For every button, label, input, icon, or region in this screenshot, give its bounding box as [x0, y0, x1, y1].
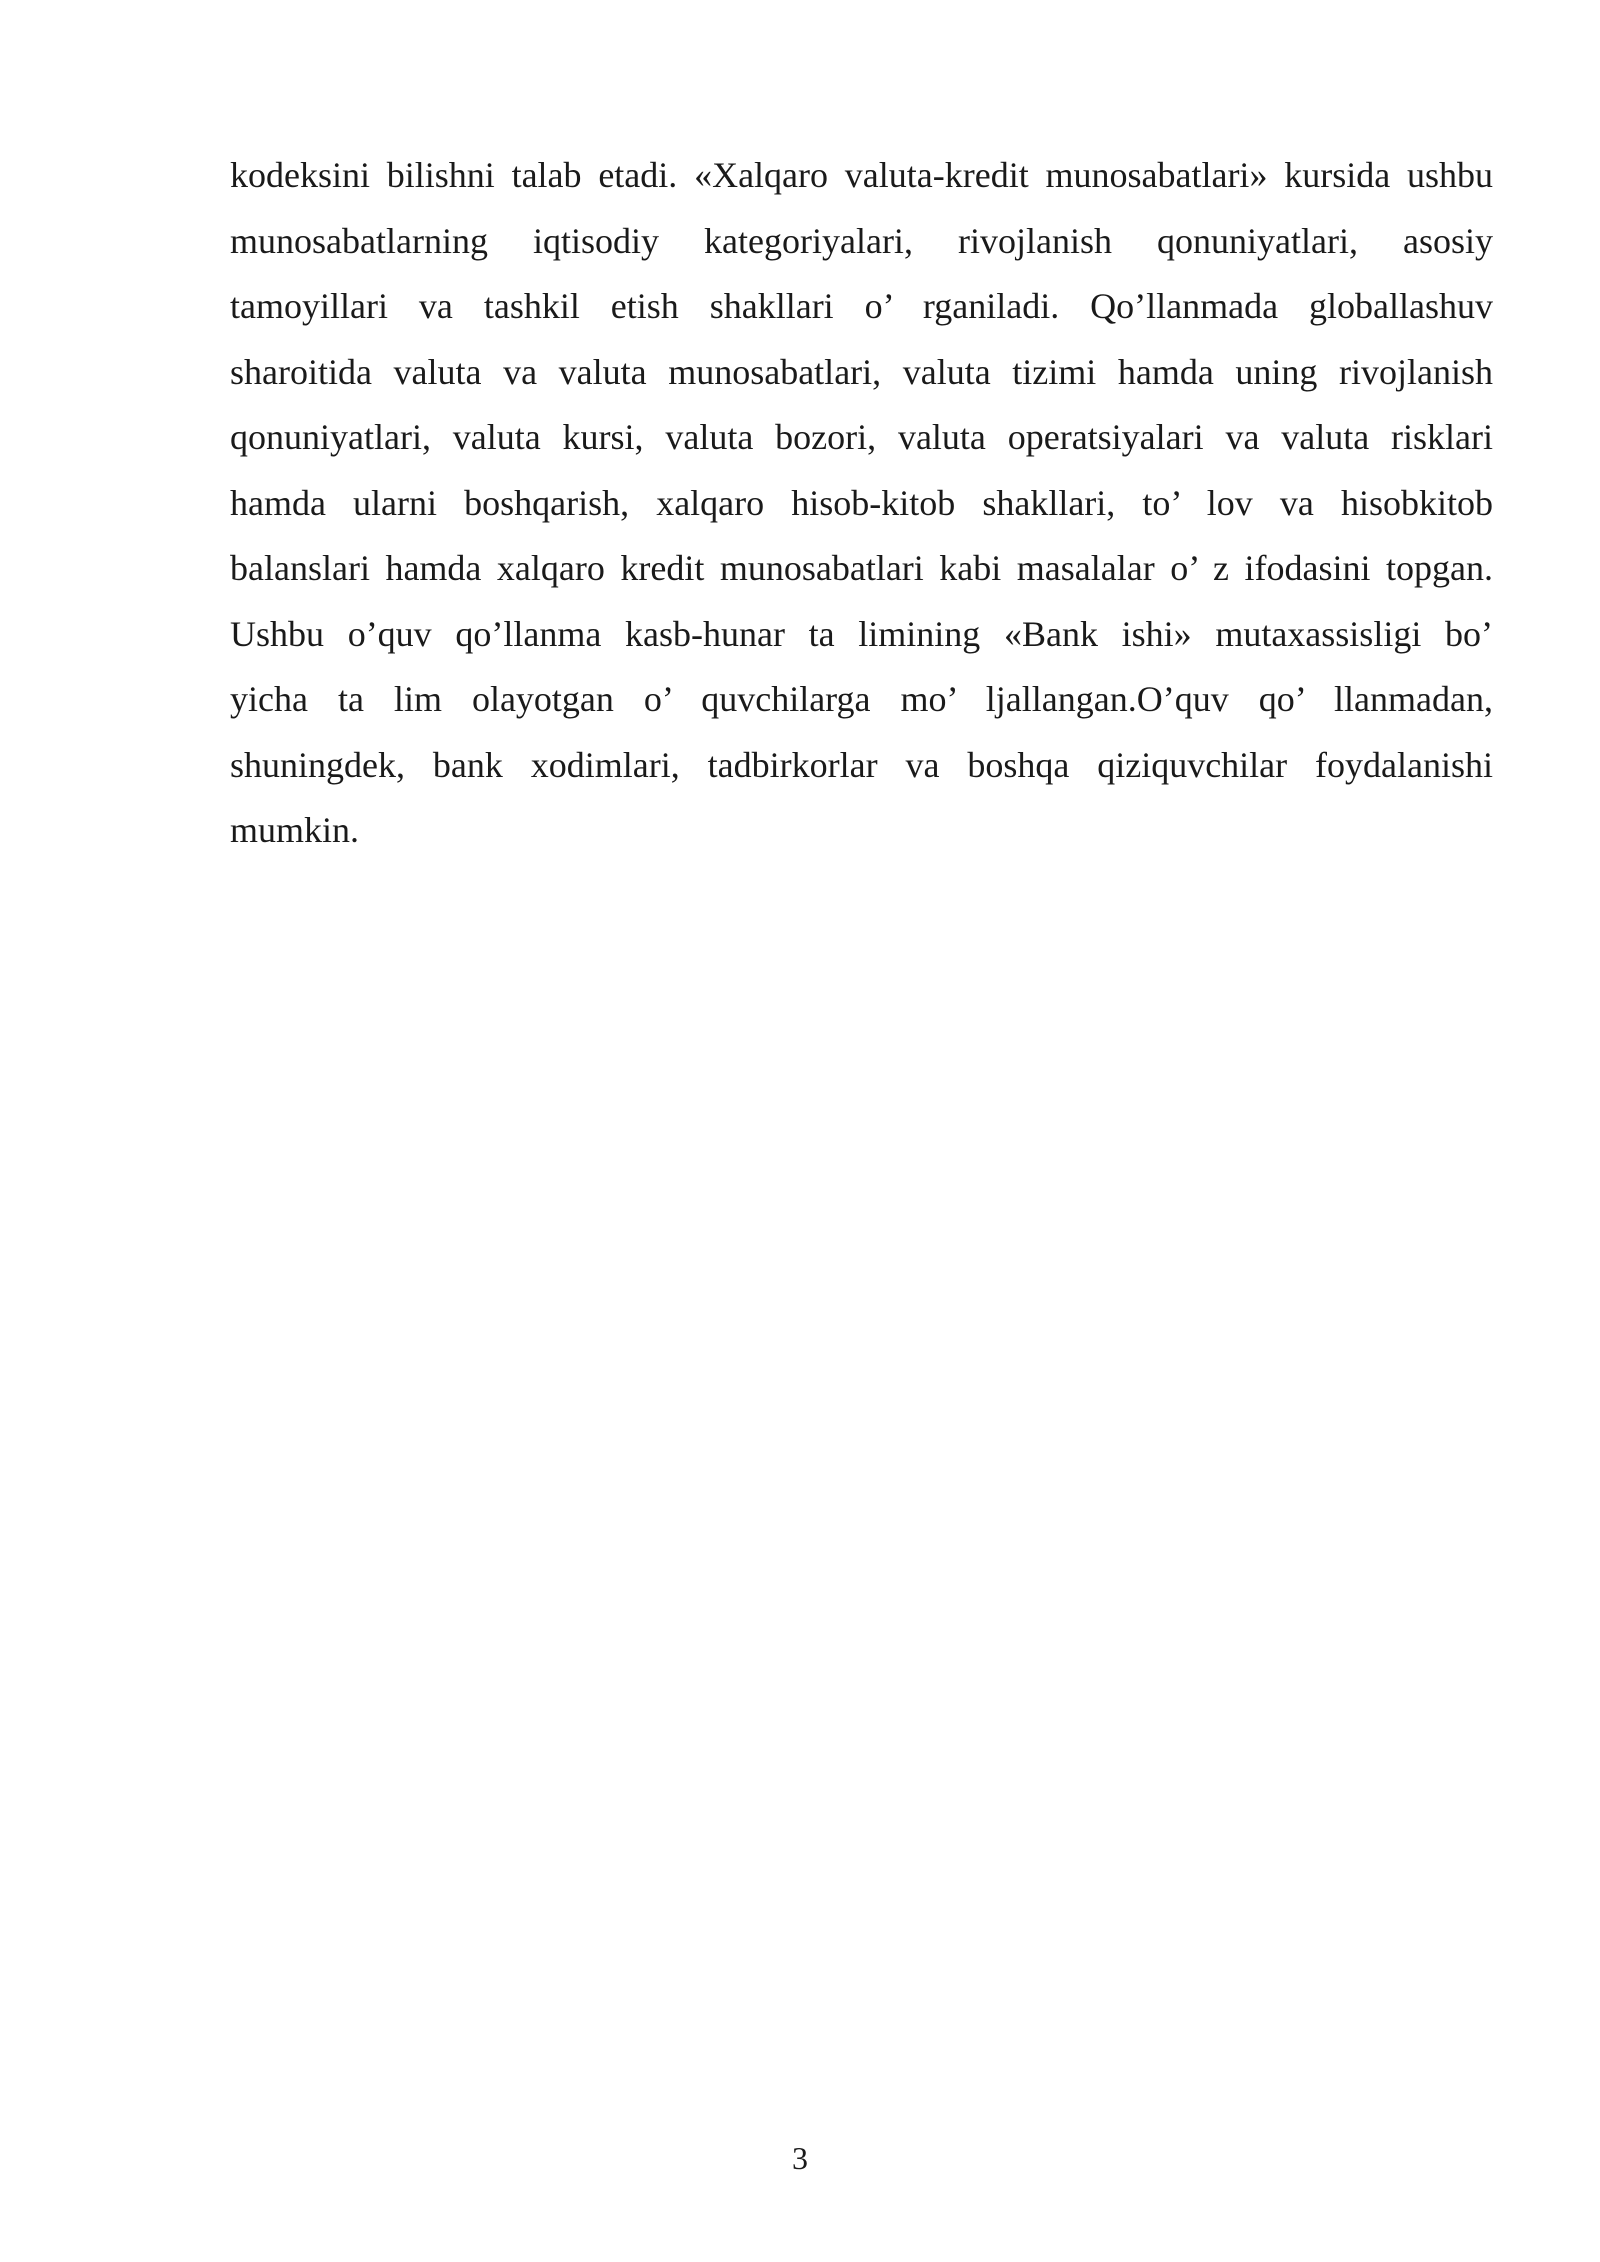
paragraph-line-7: balanslari hamda xalqaro kredit munosabatlari kabi masalalar o’ z ifodasini topgan. [230, 548, 1493, 588]
paragraph-line-3: tamoyillari va tashkil etish shakllari o’ rganiladi. Qo’llanmada globallashuv [230, 286, 1493, 326]
paragraph-line-10: shuningdek, bank xodimlari, tadbirkorlar va boshqa qiziquvchilar foydalanishi [230, 744, 1493, 785]
page-number: 3 [792, 2140, 808, 2176]
paragraph-line-1: kodeksini bilishni talab etadi. «Xalqaro valuta-kredit munosabatlari» kursida ushbu [230, 155, 1493, 195]
body-paragraph [230, 150, 1493, 871]
paragraph-line-4: sharoitida valuta va valuta munosabatlari, valuta tizimi hamda uning rivojlanish [230, 351, 1493, 392]
paragraph-line-6: hamda ularni boshqarish, xalqaro hisob-kitob shakllari, to’ lov va hisobkitob [230, 482, 1493, 523]
paragraph-line-5: qonuniyatlari, valuta kursi, valuta bozori, valuta operatsiyalari va valuta risklari [230, 417, 1493, 457]
paragraph-line-2: munosabatlarning iqtisodiy kategoriyalari, rivojlanish qonuniyatlari, asosiy [230, 220, 1493, 261]
paragraph-line-11: mumkin. [230, 810, 360, 850]
paragraph-line-8: Ushbu o’quv qo’llanma kasb-hunar ta limining «Bank ishi» mutaxassisligi bo’ [230, 613, 1493, 654]
paragraph-line-9: yicha ta lim olayotgan o’ quvchilarga mo’ ljallangan.O’quv qo’ llanmadan, [230, 679, 1493, 719]
